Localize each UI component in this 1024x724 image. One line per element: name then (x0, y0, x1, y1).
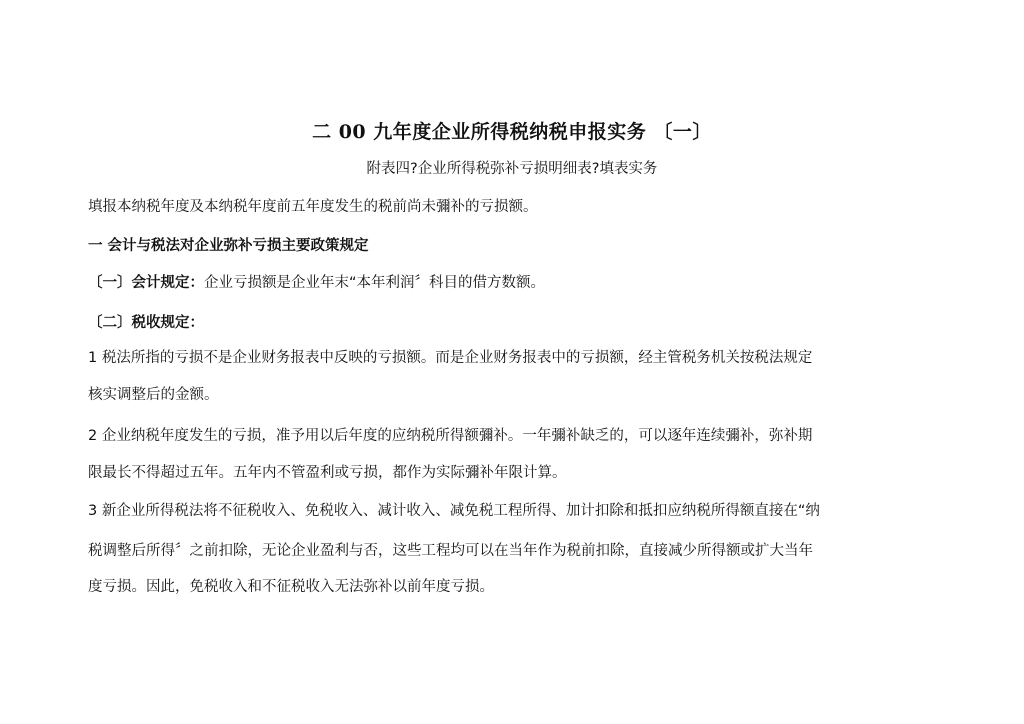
accounting-rule-label: 〔一〕会计规定： (88, 275, 204, 291)
tax-rule-label: 〔二〕税收规定： (88, 315, 204, 331)
paragraph-line: 3 新企业所得税法将不征税收入、免税收入、减计收入、减免税工程所得、加计扣除和抵扣应纳税所得额直接在“纳 (88, 503, 820, 519)
document-subtitle: 附表四?企业所得税弥补亏损明细表?填表实务 (366, 161, 658, 177)
paragraph-line: 1 税法所指的亏损不是企业财务报表中反映的亏损额。而是企业财务报表中的亏损额，经主管税务机关按税法规定 (88, 350, 813, 366)
paragraph-line: 2 企业纳税年度发生的亏损，准予用以后年度的应纳税所得额彌补。一年彌补缺乏的，可以逐年连续彌补，弥补期 (88, 428, 813, 444)
section-heading: 一 会计与税法对企业弥补亏损主要政策规定 (88, 238, 369, 254)
paragraph-line: 度亏损。因此，免税收入和不征税收入无法弥补以前年度亏损。 (88, 579, 494, 595)
document-title: 二 00 九年度企业所得税纳税申报实务 〔一〕 (312, 121, 712, 143)
accounting-rule (88, 271, 948, 292)
paragraph-line: 核实调整后的金额。 (88, 387, 219, 403)
paragraph-line: 税调整后所得〞之前扣除，无论企业盈利与否，这些工程均可以在当年作为税前扣除，直接减少所得额或扩大当年 (88, 543, 813, 559)
paragraph-line: 限最长不得超过五年。五年内不管盈利或亏损，都作为实际彌补年限计算。 (88, 465, 567, 481)
accounting-rule-text: 企业亏损额是企业年末“本年利润〞科目的借方数额。 (204, 275, 546, 291)
intro-paragraph: 填报本纳税年度及本纳税年度前五年度发生的税前尚未彌补的亏损额。 (88, 199, 538, 215)
